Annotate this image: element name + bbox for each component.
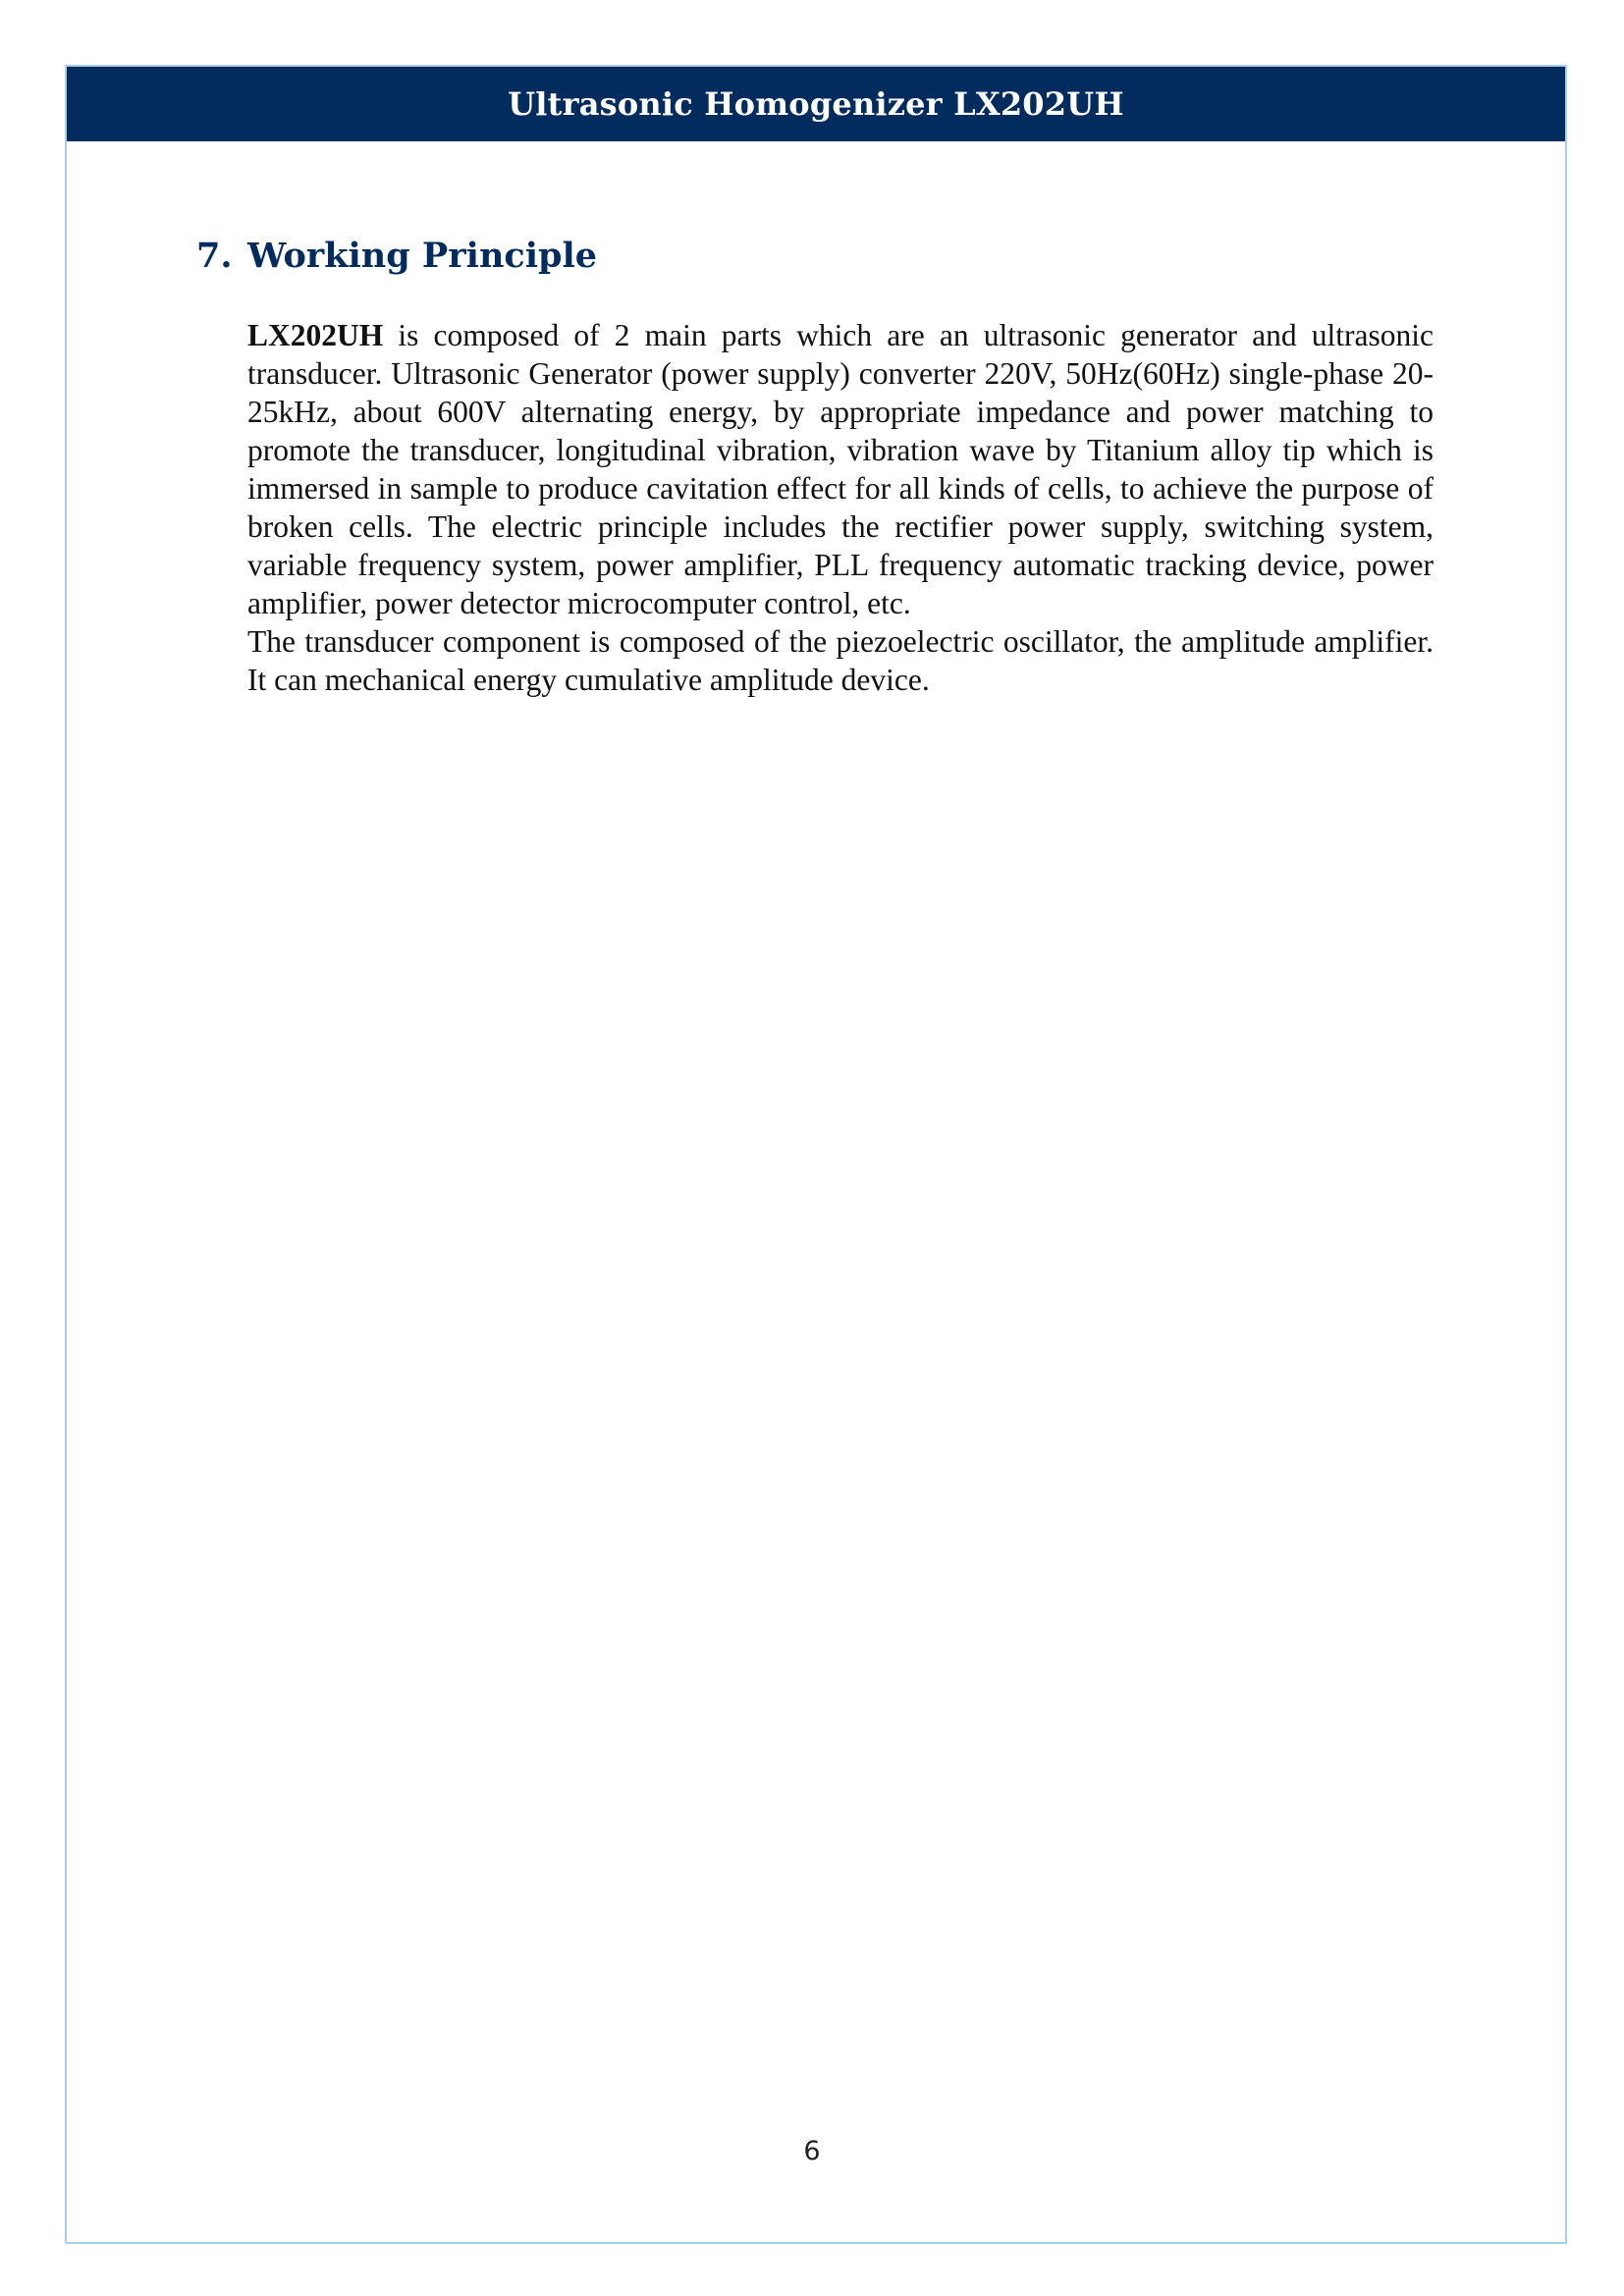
section-number: 7. xyxy=(196,236,233,276)
section-body xyxy=(247,316,1434,699)
paragraph-description xyxy=(247,316,1434,622)
paragraph-description-text: is composed of 2 main parts which are an ultrasonic generator and ultrasonic transducer. Ultrasonic Generator (power supply) converter 220V, 50Hz(60Hz) single-phase 20-25kHz, about 600V alternating energy, by appropriate impedance and power matching to promote the transducer, longitudinal vibration, vibration wave by Titanium alloy tip which is immersed in sample to produce cavitation effect for all kinds of cells, to achieve the purpose of broken cells. The electric principle includes the rectifier power supply, switching system, variable frequency system, power amplifier, PLL frequency automatic tracking device, power amplifier, power detector microcomputer control, etc. xyxy=(247,318,1434,620)
model-name: LX202UH xyxy=(247,318,384,352)
paragraph-transducer: The transducer component is composed of the piezoelectric oscillator, the amplitude amplifier. It can mechanical energy cumulative amplitude device. xyxy=(247,624,1434,697)
section-title: Working Principle xyxy=(247,236,598,276)
document-header xyxy=(67,67,1565,141)
section-heading xyxy=(196,236,597,276)
document-title: Ultrasonic Homogenizer LX202UH xyxy=(508,85,1124,123)
page-number: 6 xyxy=(803,2136,821,2166)
